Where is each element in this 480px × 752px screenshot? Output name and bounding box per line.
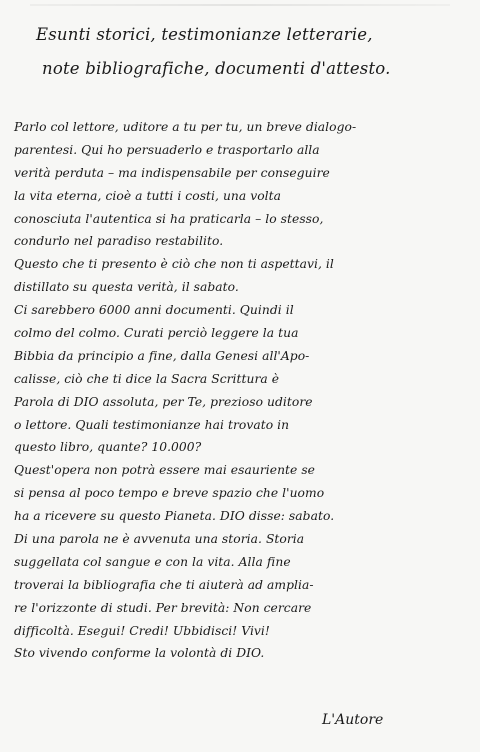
body-line: suggellata col sangue e con la vita. Alla fine <box>14 554 291 569</box>
body-line: o lettore. Quali testimonianze hai trovato in <box>14 417 290 432</box>
body-line: colmo del colmo. Curati perciò leggere la tua <box>14 326 299 341</box>
bleed-through-mark <box>30 4 450 6</box>
body-text <box>14 116 474 665</box>
body-line: troverai la bibliografia che ti aiuterà ad amplia- <box>14 577 314 592</box>
body-line: Sto vivendo conforme la volontà di DIO. <box>14 646 265 661</box>
body-line: verità perduta – ma indispensabile per conseguire <box>14 165 330 180</box>
body-line: difficoltà. Esegui! Credi! Ubbidisci! Vivi! <box>14 623 270 638</box>
body-line: parentesi. Qui ho persuaderlo e trasportarlo alla <box>14 142 320 157</box>
body-line: Di una parola ne è avvenuta una storia. Storia <box>14 532 305 547</box>
body-line: re l'orizzonte di studi. Per brevità: Non cercare <box>14 600 312 615</box>
body-line: Parlo col lettore, uditore a tu per tu, un breve dialogo- <box>14 120 357 134</box>
body-line: la vita eterna, cioè a tutti i costi, una volta <box>14 188 282 203</box>
body-line: conosciuta l'autentica si ha praticarla – lo stesso, <box>14 211 324 226</box>
body-line: Parola di DIO assoluta, per Te, prezioso uditore <box>14 394 313 409</box>
page-title <box>36 18 476 86</box>
body-line: questo libro, quante? 10.000? <box>14 440 202 455</box>
body-line: ha a ricevere su questo Pianeta. DIO disse: sabato. <box>14 509 335 524</box>
title-line-1: Esunti storici, testimonianze letterarie, <box>36 25 373 44</box>
body-line: Ci sarebbero 6000 anni documenti. Quindi il <box>14 303 294 318</box>
body-line: distillato su questa verità, il sabato. <box>14 280 239 295</box>
body-line: si pensa al poco tempo e breve spazio che l'uomo <box>14 486 325 501</box>
body-line: Bibbia da principio a fine, dalla Genesi all'Apo- <box>14 348 310 363</box>
title-line-2: note bibliografiche, documenti d'attesto. <box>42 59 391 78</box>
body-line: Quest'opera non potrà essere mai esauriente se <box>14 463 316 478</box>
body-line: calisse, ciò che ti dice la Sacra Scrittura è <box>14 371 280 386</box>
body-line: condurlo nel paradiso restabilito. <box>14 234 224 249</box>
signature: L'Autore <box>322 712 384 728</box>
body-line: Questo che ti presento è ciò che non ti aspettavi, il <box>14 257 334 272</box>
